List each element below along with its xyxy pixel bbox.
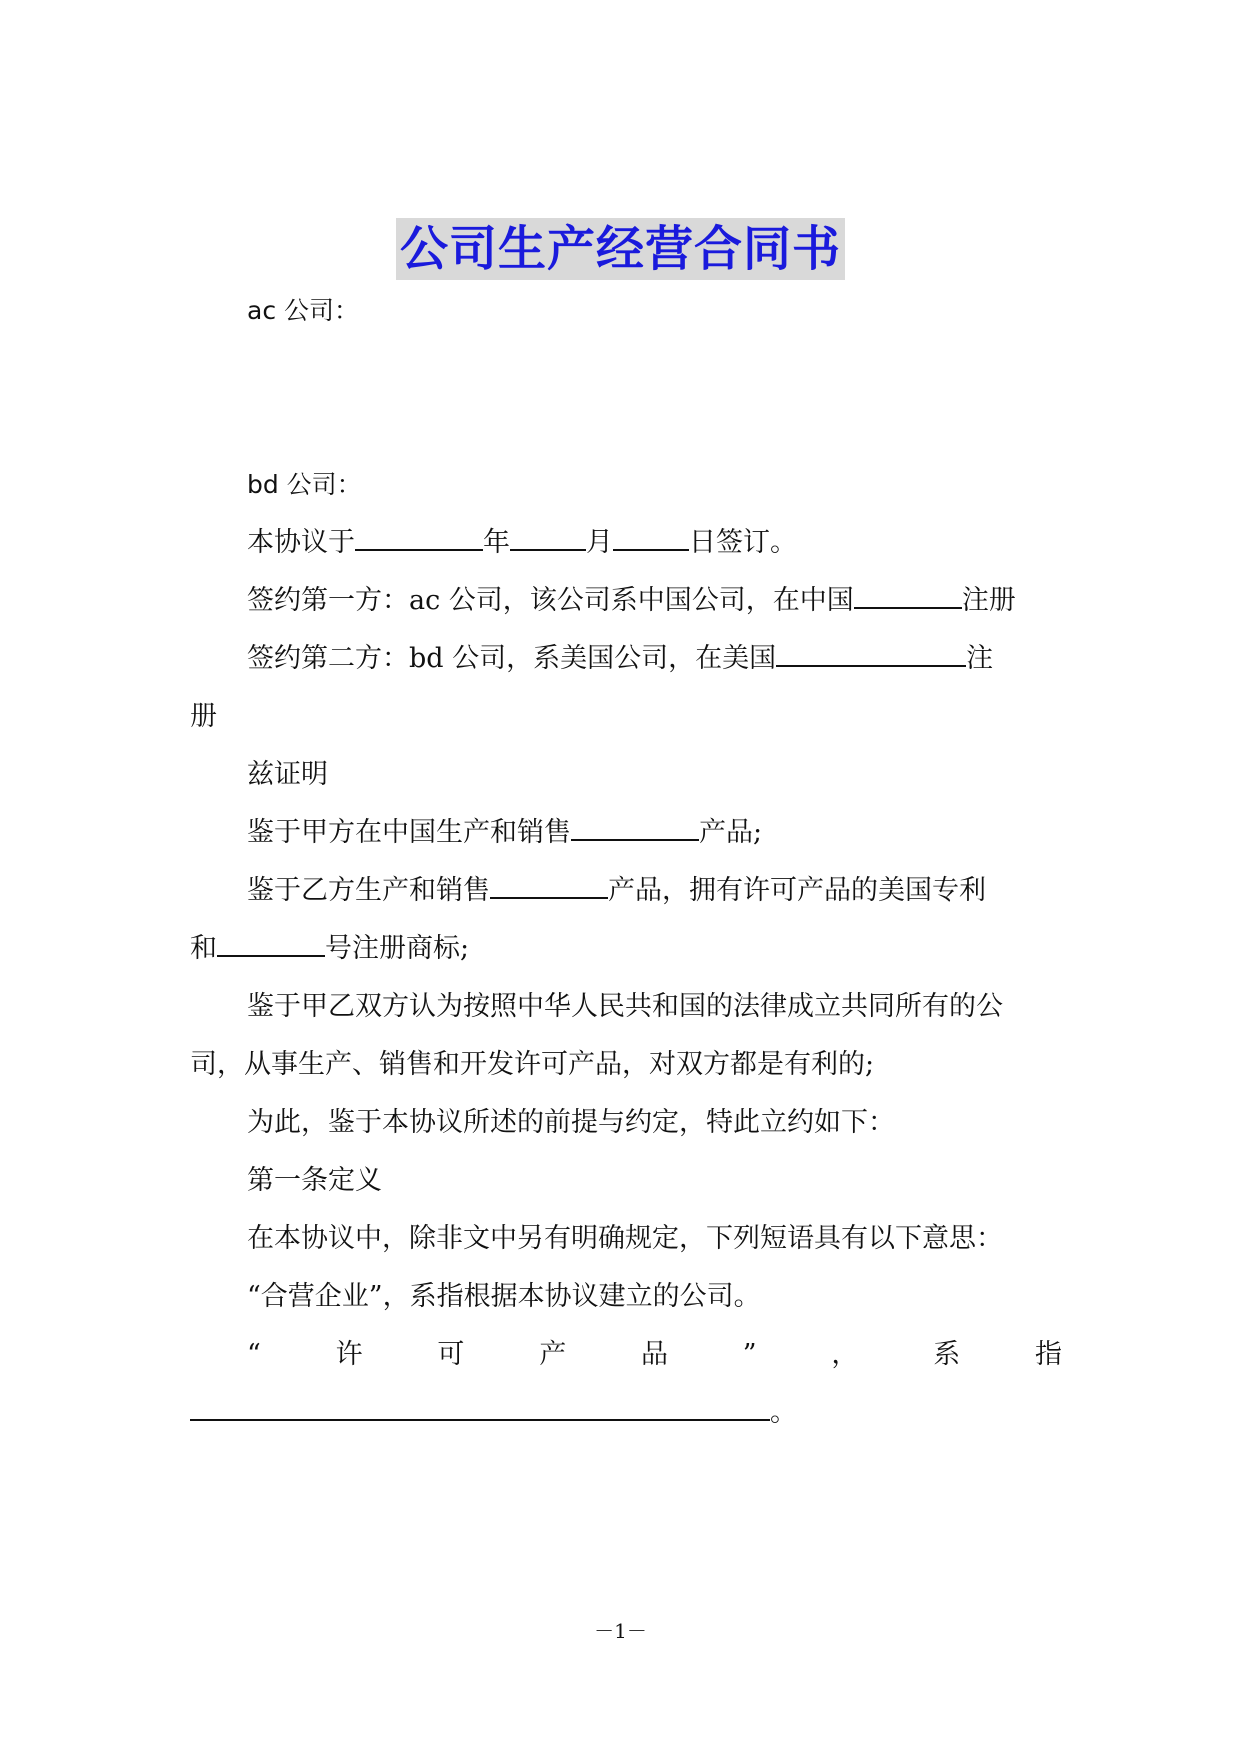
definitions-intro-text: 在本协议中，除非文中另有明确规定，下列短语具有以下意思： <box>247 1223 1003 1254</box>
whereas-a-text-2: 产品; <box>699 817 763 848</box>
witness-line <box>247 742 1070 807</box>
article-1-text: 第一条定义 <box>247 1165 382 1196</box>
therefore-text: 为此，鉴于本协议所述的前提与约定，特此立约如下： <box>247 1107 895 1138</box>
second-party-text-2: 注 <box>966 643 994 674</box>
party-a-header <box>247 278 1070 343</box>
definitions-intro-line <box>247 1206 1070 1271</box>
party-b-label: bd 公司： <box>247 470 362 499</box>
second-party-line <box>247 626 1070 691</box>
whereas-b-text-2: 产品，拥有许可产品的美国专利 <box>608 875 986 906</box>
definition-licensed-products <box>247 1322 1062 1387</box>
signing-date-line <box>247 510 1070 575</box>
definition-joint-venture <box>247 1264 1070 1329</box>
def-char: 产 <box>539 1339 567 1370</box>
year-blank <box>355 527 483 551</box>
def-licensed-end: 。 <box>770 1397 797 1428</box>
first-party-line <box>247 568 1070 633</box>
first-party-text-1: 签约第一方：ac 公司，该公司系中国公司，在中国 <box>247 585 854 616</box>
whereas-b-blank-1 <box>490 875 608 899</box>
party-b-header <box>247 452 1070 517</box>
whereas-c-line-cont <box>190 1032 1070 1097</box>
def-char: 可 <box>437 1339 465 1370</box>
second-party-text-1: 签约第二方：bd 公司，系美国公司，在美国 <box>247 643 777 674</box>
party-a-label: ac 公司： <box>247 296 360 325</box>
title-container <box>0 218 1241 280</box>
whereas-b-line-cont <box>190 916 1070 981</box>
def-char: 品 <box>641 1339 668 1370</box>
licensed-products-blank <box>190 1397 770 1421</box>
whereas-b-blank-2 <box>217 933 325 957</box>
definition-jv-text: “合营企业”，系指根据本协议建立的公司。 <box>247 1281 761 1312</box>
whereas-a-blank <box>571 817 699 841</box>
whereas-c-line <box>247 974 1070 1039</box>
page-number: －1－ <box>594 1619 647 1643</box>
therefore-line <box>247 1090 1070 1155</box>
month-blank <box>510 527 586 551</box>
signing-text-1: 本协议于 <box>247 527 355 558</box>
def-char: 许 <box>335 1339 363 1370</box>
witness-text: 兹证明 <box>247 759 328 790</box>
definition-licensed-products-cont <box>190 1380 1070 1445</box>
first-party-blank <box>854 585 962 609</box>
def-char: 指 <box>1035 1339 1062 1370</box>
day-blank <box>613 527 689 551</box>
signing-text-2: 年 <box>483 527 510 558</box>
whereas-b-text-3: 和 <box>190 933 217 964</box>
whereas-c-text-1: 鉴于甲乙双方认为按照中华人民共和国的法律成立共同所有的公 <box>247 991 1003 1022</box>
first-party-text-2: 注册 <box>961 585 1016 616</box>
whereas-a-text-1: 鉴于甲方在中国生产和销售 <box>247 817 571 848</box>
def-char: “ <box>247 1339 261 1370</box>
whereas-a-line <box>247 800 1070 865</box>
whereas-b-text-1: 鉴于乙方生产和销售 <box>247 875 490 906</box>
def-char: ” <box>742 1339 757 1370</box>
whereas-b-text-4: 号注册商标; <box>325 933 470 964</box>
whereas-b-line <box>247 858 1070 923</box>
document-title: 公司生产经营合同书 <box>396 218 845 280</box>
article-1-title <box>247 1148 1070 1213</box>
second-party-blank <box>776 643 966 667</box>
second-party-line-cont <box>190 684 1070 749</box>
def-char: ， <box>831 1339 859 1370</box>
signing-text-4: 日签订。 <box>689 527 797 558</box>
signing-text-3: 月 <box>586 527 613 558</box>
second-party-text-3: 册 <box>190 701 217 732</box>
whereas-c-text-2: 司，从事生产、销售和开发许可产品，对双方都是有利的; <box>190 1049 875 1080</box>
def-char: 系 <box>933 1339 961 1370</box>
